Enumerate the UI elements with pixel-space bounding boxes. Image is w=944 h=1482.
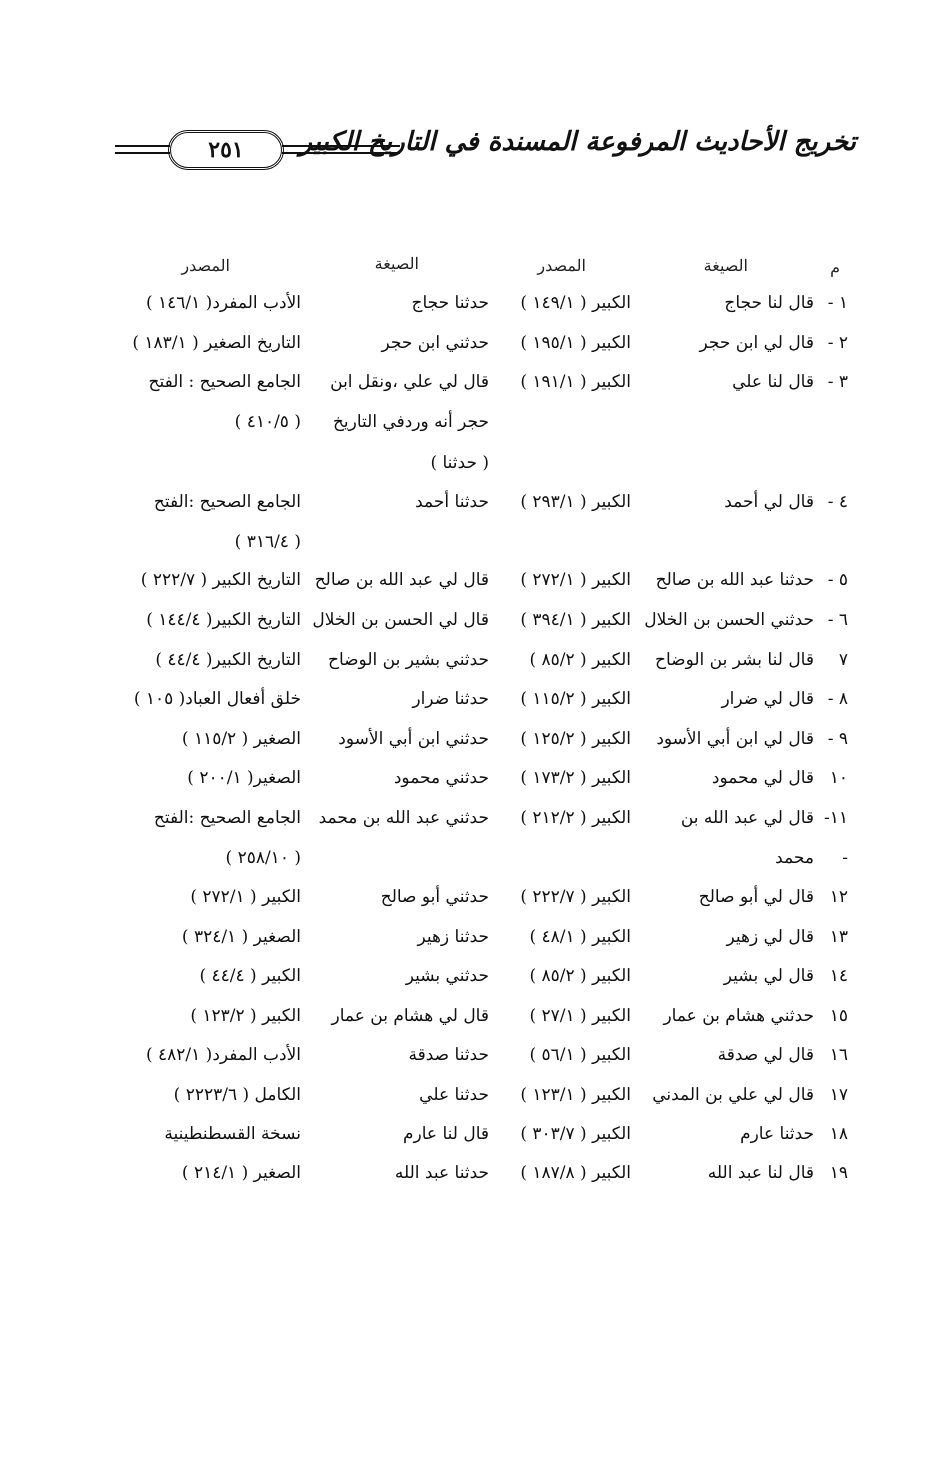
row-source-1: الكبير ( ١٤٩/١ ) <box>520 293 631 313</box>
row-formula-1: قال لنا علي <box>732 372 814 392</box>
row-source-1: الكبير ( ١٩١/١ ) <box>520 372 631 392</box>
row-source-1: الكبير ( ٣٩٤/١ ) <box>520 610 631 630</box>
row-formula-2: حدثني محمود <box>393 768 489 788</box>
row-formula-2: حدثني عبد الله بن محمد <box>318 808 489 828</box>
row-formula-2: قال لي علي ،ونقل ابن <box>330 372 489 392</box>
row-source-2: التاريخ الكبير( ١٤٤/٤ ) <box>146 610 301 630</box>
page-number: ٢٥١ <box>168 130 284 170</box>
row-source-2-cont: ( ٤١٠/٥ ) <box>234 412 301 432</box>
row-source-1: الكبير ( ٢٩٣/١ ) <box>520 492 631 512</box>
row-source-1: الكبير ( ٢٢٢/٧ ) <box>520 887 631 907</box>
row-num: ١٢ <box>829 887 848 907</box>
row-source-2: الأدب المفرد( ١٤٦/١ ) <box>145 293 301 313</box>
row-source-2: الكامل ( ٢٢٢٣/٦ ) <box>173 1085 301 1105</box>
header-formula-2: الصيغة <box>374 254 419 273</box>
row-source-1: الكبير ( ٢١٢/٢ ) <box>520 808 631 828</box>
row-formula-2: حدثنا صدقة <box>408 1045 489 1065</box>
row-num: ٩ - <box>827 729 848 749</box>
row-source-2-cont: ( ٣١٦/٤ ) <box>234 532 301 552</box>
row-formula-2: حدثنا عبد الله <box>394 1163 489 1183</box>
row-source-1: الكبير ( ١١٥/٢ ) <box>520 689 631 709</box>
row-formula-1-cont: محمد <box>775 848 814 868</box>
row-source-2: التاريخ الصغير ( ١٨٣/١ ) <box>132 333 301 353</box>
row-num-cont: - <box>842 848 848 868</box>
row-formula-1: قال لنا عبد الله <box>707 1163 814 1183</box>
row-source-2: الأدب المفرد( ٤٨٢/١ ) <box>145 1045 301 1065</box>
row-source-2: التاريخ الكبير( ٤٤/٤ ) <box>155 650 301 670</box>
row-source-2: خلق أفعال العباد( ١٠٥ ) <box>133 689 301 709</box>
row-source-1: الكبير ( ٨٥/٢ ) <box>529 966 631 986</box>
header-num: م <box>830 258 840 277</box>
row-formula-2: حدثنا حجاج <box>411 293 489 313</box>
row-formula-1: حدثني الحسن بن الخلال <box>644 610 814 630</box>
row-formula-1: قال لنا بشر بن الوضاح <box>655 650 814 670</box>
row-formula-2: حدثني ابن حجر <box>381 333 489 353</box>
row-num: ٦ - <box>827 610 848 630</box>
row-source-2: الصغير ( ١١٥/٢ ) <box>181 729 301 749</box>
row-formula-1: قال لنا حجاج <box>724 293 814 313</box>
row-num: ٣ - <box>827 372 848 392</box>
row-formula-2: حدثني بشير <box>405 966 489 986</box>
row-formula-1: قال لي محمود <box>711 768 814 788</box>
row-source-2: الصغير( ٢٠٠/١ ) <box>187 768 301 788</box>
row-source-2-cont: ( ٢٥٨/١٠ ) <box>225 848 301 868</box>
row-source-2: الصغير ( ٢١٤/١ ) <box>181 1163 301 1183</box>
row-formula-1: قال لي ابن أبي الأسود <box>656 729 814 749</box>
row-formula-1: قال لي زهير <box>726 927 814 947</box>
row-num: ١٣ <box>829 927 848 947</box>
row-source-1: الكبير ( ٣٠٣/٧ ) <box>520 1124 631 1144</box>
row-num: ٥ - <box>827 570 848 590</box>
row-formula-2: قال لي الحسن بن الخلال <box>312 610 489 630</box>
row-formula-2: حدثني أبو صالح <box>380 887 489 907</box>
row-source-1: الكبير ( ١٧٣/٢ ) <box>520 768 631 788</box>
row-formula-1: حدثني هشام بن عمار <box>663 1006 814 1026</box>
row-formula-2: قال لي هشام بن عمار <box>331 1006 489 1026</box>
row-formula-1: قال لي عبد الله بن <box>680 808 814 828</box>
row-source-1: الكبير ( ٨٥/٢ ) <box>529 650 631 670</box>
row-formula-2: حدثني بشير بن الوضاح <box>327 650 489 670</box>
row-formula-2: قال لنا عارم <box>402 1124 489 1144</box>
row-source-1: الكبير ( ٤٨/١ ) <box>529 927 631 947</box>
row-formula-2: حدثنا أحمد <box>415 492 489 512</box>
row-formula-2: حدثنا علي <box>419 1085 489 1105</box>
row-num: ١٤ <box>829 966 848 986</box>
row-source-2: التاريخ الكبير ( ٢٢٢/٧ ) <box>140 570 301 590</box>
row-num: ٤ - <box>827 492 848 512</box>
row-source-1: الكبير ( ١٢٣/١ ) <box>520 1085 631 1105</box>
row-num: ١٧ <box>829 1085 848 1105</box>
row-formula-2: حدثنا ضرار <box>412 689 489 709</box>
row-source-1: الكبير ( ١٨٧/٨ ) <box>520 1163 631 1183</box>
row-formula-1: قال لي بشير <box>723 966 814 986</box>
row-num: ٨ - <box>827 689 848 709</box>
row-source-1: الكبير ( ٢٧٢/١ ) <box>520 570 631 590</box>
row-num: ١٨ <box>829 1124 848 1144</box>
row-source-2: الصغير ( ٣٢٤/١ ) <box>181 927 301 947</box>
row-num: ٢ - <box>827 333 848 353</box>
row-source-1: الكبير ( ٥٦/١ ) <box>529 1045 631 1065</box>
row-source-1: الكبير ( ١٩٥/١ ) <box>520 333 631 353</box>
row-formula-2: حدثني ابن أبي الأسود <box>338 729 489 749</box>
row-formula-2: حدثنا زهير <box>417 927 489 947</box>
row-source-2: الكبير ( ١٢٣/٢ ) <box>190 1006 301 1026</box>
row-formula-2-cont: حجر أنه وردفي التاريخ <box>332 412 489 432</box>
row-num: ٧ <box>838 650 848 670</box>
row-num: ١٠ <box>829 768 848 788</box>
row-source-2: الجامع الصحيح :الفتح <box>153 808 301 828</box>
row-source-2: الجامع الصحيح : الفتح <box>148 372 301 392</box>
row-source-2: الكبير ( ٤٤/٤ ) <box>199 966 301 986</box>
row-formula-1: قال لي أحمد <box>724 492 814 512</box>
row-source-1: الكبير ( ٢٧/١ ) <box>529 1006 631 1026</box>
row-formula-1: قال لي ضرار <box>721 689 814 709</box>
header-source-2: المصدر <box>181 256 230 275</box>
row-num: ١٦ <box>829 1045 848 1065</box>
page-title: تخريج الأحاديث المرفوعة المسندة في التاريخ الكبير <box>299 127 856 157</box>
row-formula-2-cont: ( حدثنا ) <box>430 453 489 473</box>
row-source-2: نسخة القسطنطينية <box>164 1124 301 1144</box>
row-source-2: الجامع الصحيح :الفتح <box>153 492 301 512</box>
row-formula-1: حدثنا عارم <box>740 1124 814 1144</box>
row-num: ١٩ <box>829 1163 848 1183</box>
row-num: ١ - <box>827 293 848 313</box>
row-formula-1: قال لي صدقة <box>717 1045 814 1065</box>
row-num: ١١- <box>823 808 848 828</box>
row-source-2: الكبير ( ٢٧٢/١ ) <box>190 887 301 907</box>
row-formula-1: قال لي علي بن المدني <box>652 1085 814 1105</box>
header-source-1: المصدر <box>537 256 586 275</box>
row-num: ١٥ <box>829 1006 848 1026</box>
header-formula-1: الصيغة <box>703 256 748 275</box>
row-formula-1: قال لي ابن حجر <box>699 333 814 353</box>
row-formula-2: قال لي عبد الله بن صالح <box>314 570 489 590</box>
row-source-1: الكبير ( ١٢٥/٢ ) <box>520 729 631 749</box>
row-formula-1: حدثنا عبد الله بن صالح <box>655 570 814 590</box>
row-formula-1: قال لي أبو صالح <box>698 887 814 907</box>
